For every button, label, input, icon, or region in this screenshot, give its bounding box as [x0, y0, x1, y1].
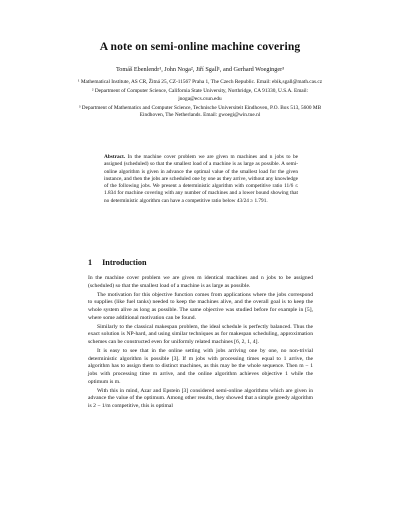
affiliation-2: ² Department of Computer Science, California State University, Northridge, CA 91330, U.S.A. Email: jnoga@ecs.csun.edu: [91, 88, 309, 102]
body-paragraph: Similarly to the classical makespan problem, the ideal schedule is perfectly balanced. Thus the exact solution is NP-hard, and using similar techniques as for makespan scheduling, approximation schemes can be constructed even for uniformly related machines [6, 2, 1, 4].: [88, 323, 313, 345]
affiliation-3: ³ Department of Mathematics and Computer Science, Technische Universiteit Eindhoven, P.O. Box 513, 5600 MB Eindhoven, The Netherlands. Email: gwoegi@win.tue.nl: [78, 104, 322, 119]
affiliation-1: ¹ Mathematical Institute, AS CR, Žitná 25, CZ-11567 Praha 1, The Czech Republic. Email: ebik,sgall@math.cas.cz: [77, 79, 323, 85]
abstract: [104, 154, 298, 205]
body-paragraph: It is easy to see that in the online setting with jobs arriving one by one, no non-trivial deterministic algorithm is possible [3]. If m jobs with processing times equal to 1 arrive, the algorithm has to assign them to distinct machines, as this may be the whole sequence. Then m − 1 jobs with processing time m arrive, and the online algorithm achieves objective 1 while the optimum is m.: [88, 348, 313, 385]
affiliations: [74, 79, 326, 121]
section-body: [88, 275, 313, 412]
paper-title: A note on semi-online machine covering: [99, 40, 301, 53]
abstract-text: In the machine cover problem we are given m machines and n jobs to be assigned (scheduled) so that the smallest load of a machine is as large as possible. A semi-online algorithm is given in advance the optimal value of the smallest load for the given instance, and then the jobs are scheduled one by one as they arrive, without any knowledge of the following jobs. We present a deterministic algorithm with competitive ratio 11/6 ≤ 1.834 for machine covering with any number of machines and a lower bound showing that no deterministic algorithm can have a competitive ratio below 43/24 ≥ 1.791.: [104, 154, 298, 204]
section-heading: [88, 258, 147, 267]
author-list: Tomáš Ebenlendr¹, John Noga², Jiří Sgall¹, and Gerhard Woeginger³: [115, 66, 285, 73]
section-title: Introduction: [102, 258, 147, 267]
abstract-label: Abstract.: [104, 154, 126, 160]
body-paragraph: With this in mind, Azar and Epstein [3] considered semi-online algorithms which are given in advance the value of the optimum. Among other results, they showed that a simple greedy algorithm is 2 − 1/m competitive, this is optimal: [88, 387, 313, 409]
body-paragraph: The motivation for this objective function comes from applications where the jobs correspond to supplies (like fuel tanks) needed to keep the machines alive, and the overall goal is to keep the whole system alive as long as possible. The same objective was studied before for example in [5], where some additional motivation can be found.: [88, 291, 313, 321]
section-number: 1: [88, 258, 93, 267]
body-paragraph: In the machine cover problem we are given m identical machines and n jobs to be assigned (scheduled) so that the smallest load of a machine is as large as possible.: [88, 275, 313, 289]
